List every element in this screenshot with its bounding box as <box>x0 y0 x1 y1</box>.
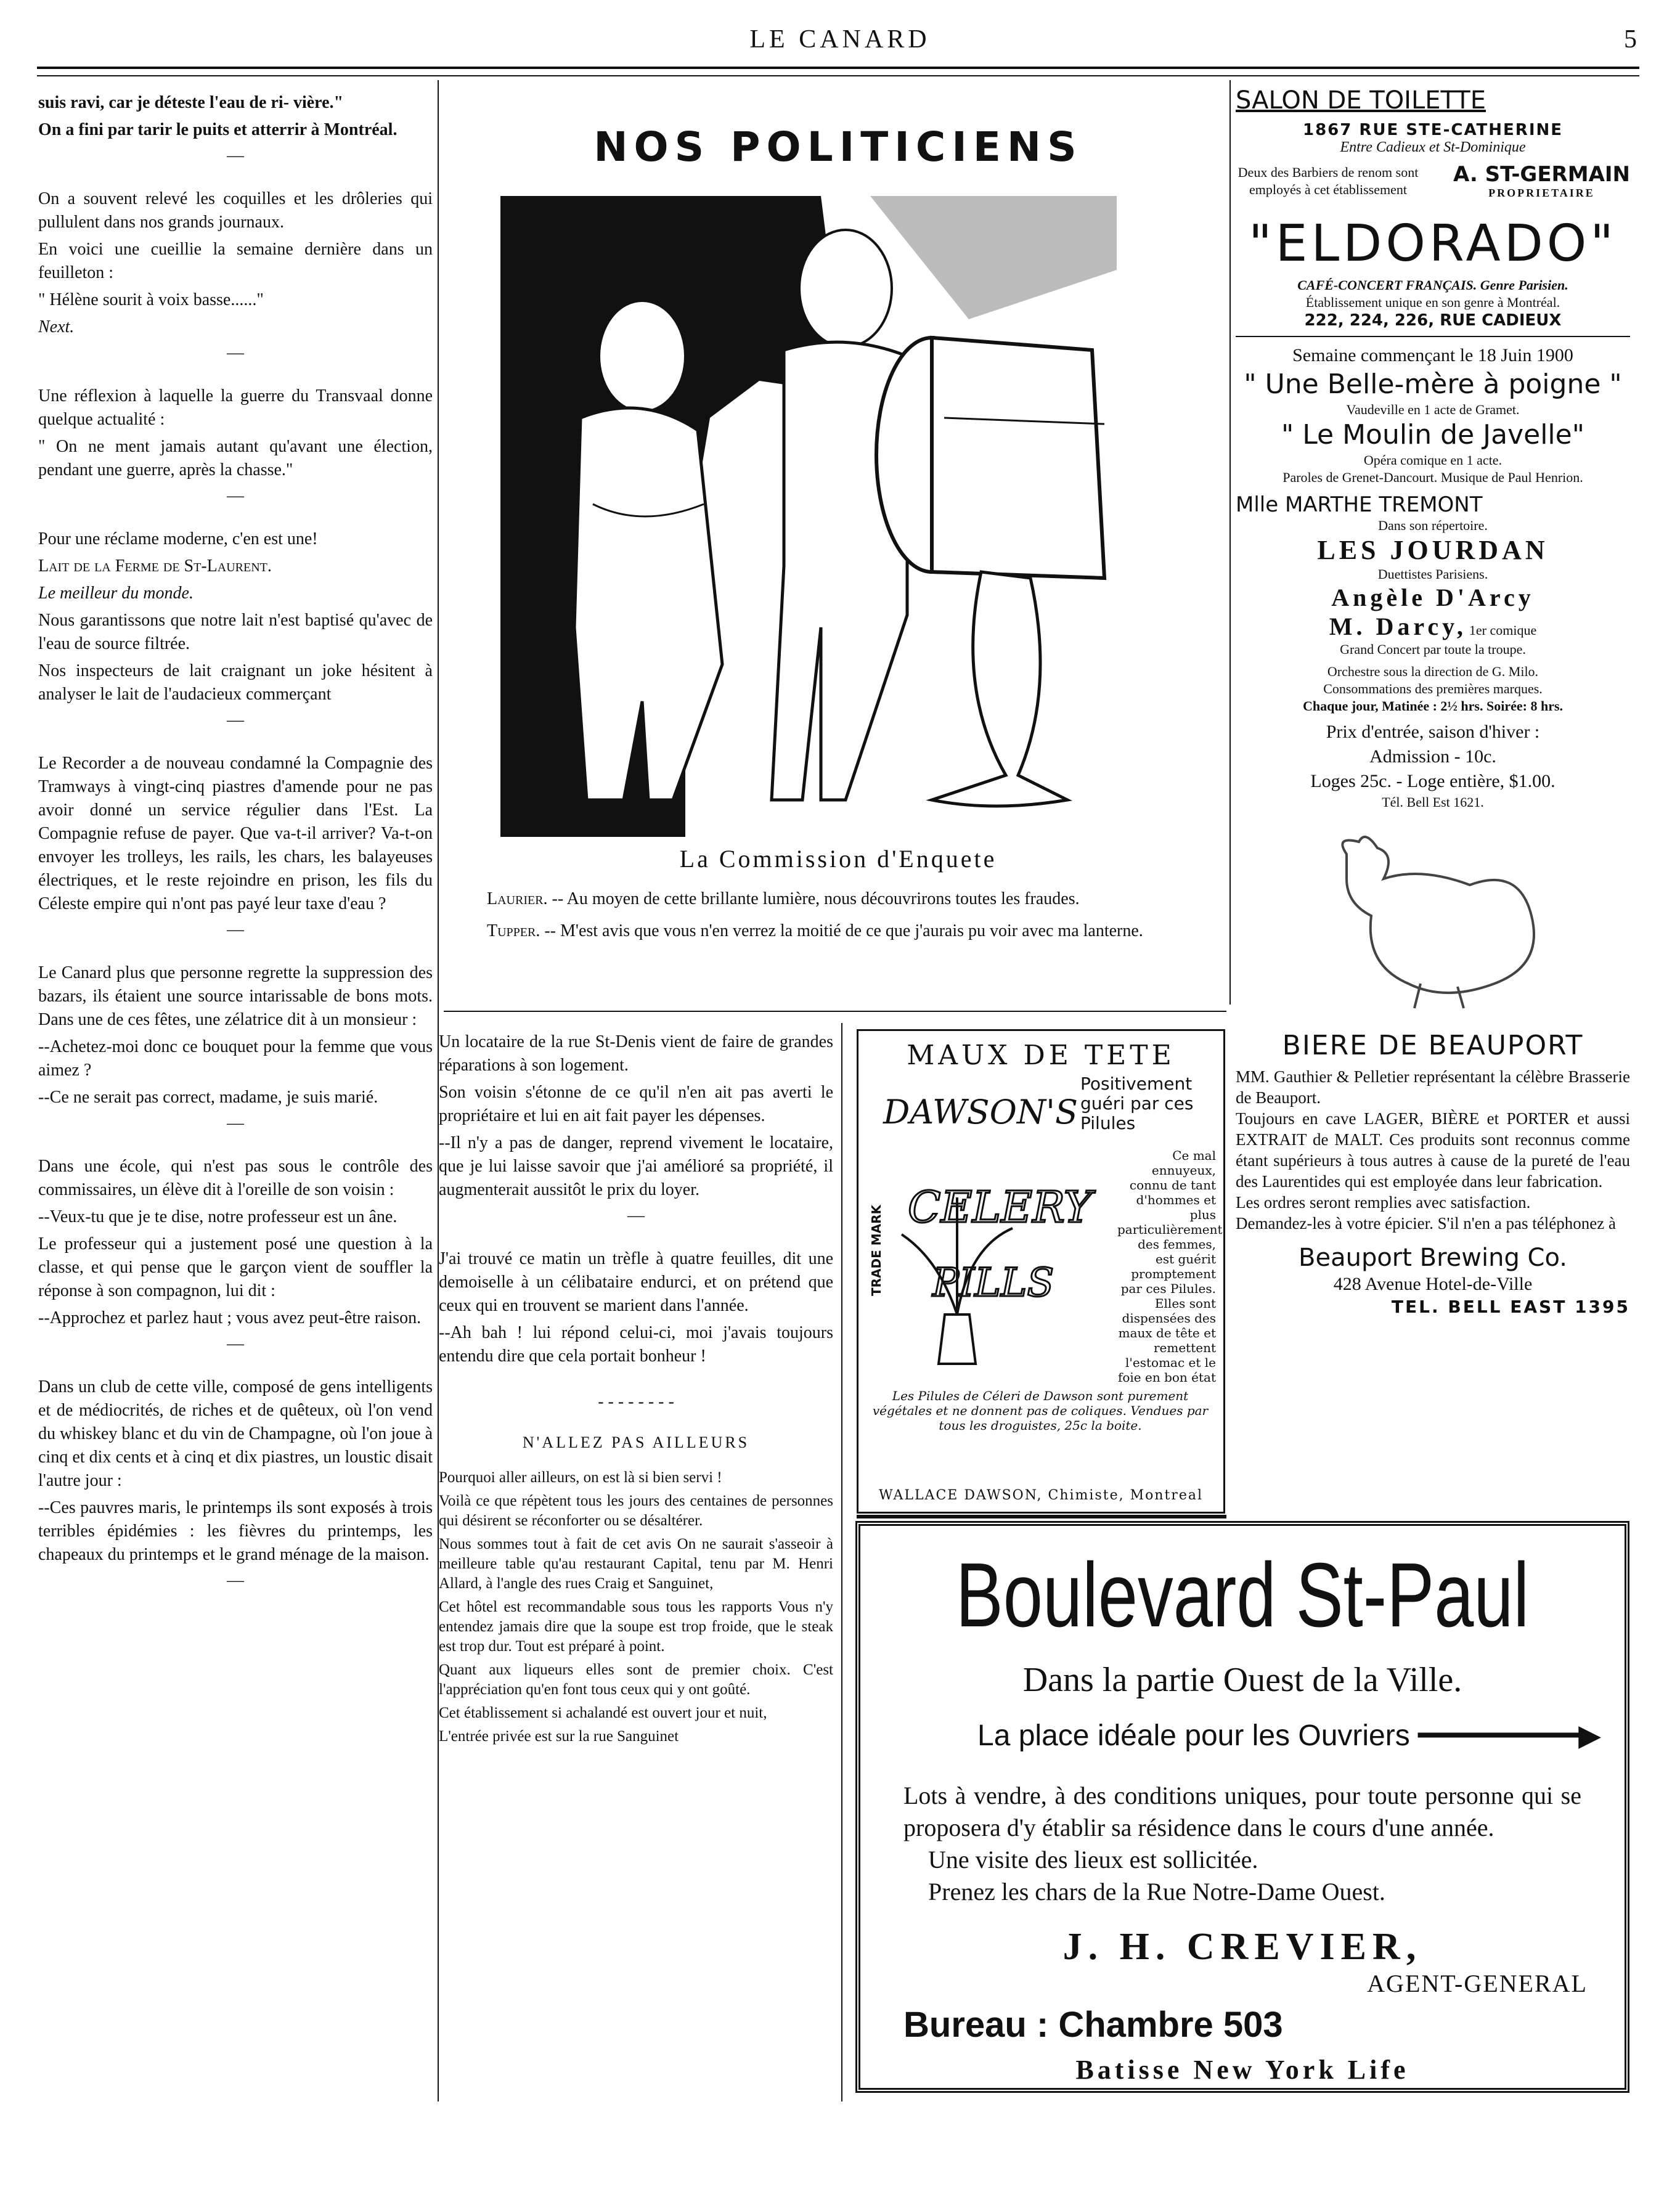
paragraph: --Ces pauvres maris, le printemps ils sont exposés à trois terribles épidémies : les fièvres du printemps, les chapeaux du printemps et le grand ménage de la maison. <box>38 1498 433 1564</box>
column-divider <box>1229 80 1231 1005</box>
dialog-text: -- M'est avis que vous n'en verrez la moitié de ce que j'aurais pu voir avec ma lanterne. <box>544 921 1143 940</box>
cartoon-dialog <box>487 887 1214 952</box>
paragraph: Nos inspecteurs de lait craignant un joke hésitent à analyser le lait de l'audacieux commerçant <box>38 661 433 704</box>
paragraph: Une réflexion à laquelle la guerre du Transvaal donne quelque actualité : <box>38 386 433 429</box>
artist-2: LES JOURDAN <box>1317 535 1549 565</box>
column-2 <box>439 1030 833 1750</box>
paragraph: Le Recorder a de nouveau condamné la Compagnie des Tramways à vingt-cinq piastres d'amende pour ne pas avoir donné un service régulier dans l'Est. La Compagnie refuse de payer. Que va-t-il arriver? Va-t-on envoyer les trolleys, les rails, les chars, les balayeuses électriques, et le reste rejoindre en prison, les fils du Céleste empire qui n'ont pas payé leur taxe d'eau ? <box>38 754 433 913</box>
biere-p4: Demandez-les à votre épicier. S'il n'en a pas téléphonez à <box>1236 1214 1616 1233</box>
speaker: Tupper. <box>487 921 540 940</box>
paragraph: Lait de la Ferme de St-Laurent. <box>38 556 272 576</box>
separator: - - - - - - - - <box>598 1392 674 1411</box>
right-column-ads <box>1236 86 1630 1317</box>
paragraph: Dans un club de cette ville, composé de gens intelligents et de médiocrités, de riches et de quêteux, où l'on vend du whiskey blanc et du vin de Champagne, où l'on joue à cinq et dix cents et à cinq et dix piastres, un loustic disait l'autre jour : <box>38 1377 433 1490</box>
telephone: Tél. Bell Est 1621. <box>1382 794 1484 810</box>
paragraph: Cet établissement si achalandé est ouvert jour et nuit, <box>439 1705 767 1721</box>
paragraph: Son voisin s'étonne de ce qu'il n'en ait pas averti le propriétaire et lui en ait fait payer les dépenses. <box>439 1083 833 1125</box>
paragraph: suis ravi, car je déteste l'eau de ri- vière." <box>38 93 344 112</box>
paragraph: Le Canard plus que personne regrette la suppression des bazars, ils étaient une source intarissable de bons mots. Dans une de ces fêtes, une zélatrice dit à un monsieur : <box>38 963 433 1029</box>
artist-3: Angèle D'Arcy <box>1331 584 1535 611</box>
paragraph: En voici une cueillie la semaine dernière dans un feuilleton : <box>38 240 433 282</box>
paragraph: Dans une école, qui n'est pas sous le contrôle des commissaires, un élève dit à l'oreille de son voisin : <box>38 1157 433 1199</box>
separator: — <box>227 343 244 362</box>
brand-dawsons: DAWSON'S <box>883 1093 1078 1131</box>
separator: — <box>227 486 244 505</box>
paragraph: Le meilleur du monde. <box>38 584 194 603</box>
ad-title: Boulevard St-Paul <box>955 1544 1530 1646</box>
arrow-icon: ━━━━━━━━━▶ <box>1409 1719 1602 1752</box>
artist-4-row <box>1236 612 1630 641</box>
eldorado-title: "ELDORADO" <box>1248 214 1618 273</box>
brewing-name: Beauport Brewing Co. <box>1299 1244 1567 1272</box>
ad-title: MAUX DE TETE <box>907 1040 1175 1071</box>
paragraph: --Ah bah ! lui répond celui-ci, moi j'avais toujours entendu dire que cela portait bonheur ! <box>439 1323 833 1366</box>
grand-concert: Grand Concert par toute la troupe. <box>1340 642 1526 657</box>
celery-pills-icon <box>865 1074 1111 1382</box>
trade-mark: TRADE MARK <box>869 1204 884 1296</box>
ad-text-2: Une visite des lieux est sollicitée. <box>928 1846 1258 1873</box>
paragraph: Nous garantissons que notre lait n'est baptisé qu'avec de l'eau de source filtrée. <box>38 611 433 653</box>
paragraph: Quant aux liqueurs elles sont de premier choix. C'est l'appréciation qu'en font tous ceux qui y ont goûté. <box>439 1661 833 1698</box>
paragraph: --Achetez-moi donc ce bouquet pour la femme que vous aimez ? <box>38 1037 433 1080</box>
paragraph: " Hélène sourit à voix basse......" <box>38 290 264 309</box>
brand-pills: PILLS <box>932 1260 1054 1306</box>
brand-celery: CELERY <box>908 1182 1093 1233</box>
salon-title: SALON DE TOILETTE <box>1236 86 1486 115</box>
paragraph: Pour une réclame moderne, c'en est une! <box>38 529 318 548</box>
dialog-line <box>487 887 1214 911</box>
ad-subtitle: Positivement guéri par ces Pilules <box>1080 1074 1194 1133</box>
salon-owner-title: PROPRIETAIRE <box>1488 187 1595 199</box>
salon-address: 1867 RUE STE-CATHERINE <box>1302 121 1564 139</box>
cartoon-caption: La Commission d'Enquete <box>679 845 997 873</box>
page-number: 5 <box>1624 25 1637 54</box>
ad-line-2: Dans la partie Ouest de la Ville. <box>1022 1661 1462 1699</box>
bureau: Bureau : Chambre 503 <box>903 2005 1283 2045</box>
show-2-sub: Opéra comique en 1 acte. <box>1363 452 1503 468</box>
paragraph: Cet hôtel est recommandable sous tous les rapports Vous n'y entendez jamais dire que la soupe est trop froide, que le steak est trop dur. Tout est préparé à point. <box>439 1599 833 1655</box>
column-1 <box>38 91 433 1612</box>
paragraph: --Ce ne serait pas correct, madame, je suis marié. <box>38 1088 378 1107</box>
paragraph: Voilà ce que répètent tous les jours des centaines de personnes qui désirent se réconforter ou se désaltérer. <box>439 1493 833 1529</box>
header-rule <box>37 67 1639 76</box>
brewing-address: 428 Avenue Hotel-de-Ville <box>1333 1274 1533 1294</box>
paragraph: Next. <box>38 317 75 336</box>
separator: — <box>627 1206 645 1225</box>
paragraph: On a fini par tarir le puits et atterrir à Montréal. <box>38 120 398 139</box>
column-divider <box>841 1023 842 2101</box>
paragraph: " On ne ment jamais autant qu'avant une élection, pendant une guerre, après la chasse." <box>38 437 433 479</box>
ad-line-3-text: La place idéale pour les Ouvriers <box>977 1719 1410 1752</box>
boulevard-st-paul-ad <box>855 1521 1629 2093</box>
salon-owner-block <box>1453 162 1630 200</box>
paragraph: Nous sommes tout à fait de cet avis On ne saurait s'asseoir à meilleure table qu'au restaurant Capital, tenu par M. Henri Allard, à l'angle des rues Craig et Sanguinet, <box>439 1536 833 1592</box>
admission: Admission - 10c. <box>1369 746 1496 767</box>
show-1: " Une Belle-mère à poigne " <box>1244 369 1622 400</box>
artist-1: Mlle MARTHE TREMONT <box>1236 492 1483 517</box>
paragraph: On a souvent relevé les coquilles et les drôleries qui pullulent dans nos grands journaux. <box>38 189 433 232</box>
batisse: Batisse New York Life <box>1075 2055 1409 2085</box>
agent-name: J. H. CREVIER, <box>1062 1926 1422 1968</box>
biere-p3: Les ordres seront remplies avec satisfaction. <box>1236 1193 1531 1212</box>
artist-2-sub: Duettistes Parisiens. <box>1377 566 1488 582</box>
biere-title: BIERE DE BEAUPORT <box>1282 1030 1584 1061</box>
ad-note: Les Pilules de Céleri de Dawson sont purement végétales et ne donnent pas de coliques. Vendues par tous les droguistes, 25c la boite. <box>872 1388 1209 1433</box>
cartoon-title: NOS POLITICIENS <box>593 123 1083 171</box>
salon-address-2: Entre Cadieux et St-Dominique <box>1340 139 1526 155</box>
salon-owner-row <box>1236 162 1630 200</box>
page-header <box>0 0 1680 74</box>
brewing-telephone: TEL. BELL EAST 1395 <box>1391 1297 1630 1317</box>
paragraph: J'ai trouvé ce matin un trèfle à quatre feuilles, dit une demoiselle à un célibataire endurci, et on prétend que ceux qui en trouvent se marient dans l'année. <box>439 1249 833 1315</box>
eldorado-note: Établissement unique en son genre à Montréal. <box>1305 295 1560 310</box>
ad-address: WALLACE DAWSON, Chimiste, Montreal <box>878 1488 1204 1503</box>
paragraph: --Veux-tu que je te dise, notre professeur est un âne. <box>38 1207 398 1226</box>
show-2: " Le Moulin de Javelle" <box>1281 419 1584 450</box>
orchestre: Orchestre sous la direction de G. Milo. <box>1327 664 1539 679</box>
speaker: Laurier. <box>487 889 548 908</box>
semaine: Semaine commençant le 18 Juin 1900 <box>1292 345 1573 365</box>
paragraph: Un locataire de la rue St-Denis vient de faire de grandes réparations à son logement. <box>439 1032 833 1075</box>
artist-1-sub: Dans son répertoire. <box>1378 518 1488 533</box>
paragraph: L'entrée privée est sur la rue Sanguinet <box>439 1728 679 1745</box>
rooster-icon <box>1310 829 1556 1014</box>
salon-note: Deux des Barbiers de renom sont employés à cet établissement <box>1238 164 1419 197</box>
agent-title: AGENT-GENERAL <box>1367 1970 1588 1997</box>
dialog-line <box>487 919 1214 943</box>
prix: Prix d'entrée, saison d'hiver : <box>1326 722 1540 742</box>
dialog-text: -- Au moyen de cette brillante lumière, nous découvrirons toutes les fraudes. <box>552 889 1080 908</box>
biere-p2: Toujours en cave LAGER, BIÈRE et PORTER et aussi EXTRAIT de MALT. Ces produits sont reconnus comme étant supérieurs à tous autres à cause de la pureté de l'eau des Laurentides qui est employée dans leur fabrication. <box>1236 1109 1630 1191</box>
cartoon-illustration <box>500 196 1117 837</box>
consommations: Consommations des premières marques. <box>1323 681 1543 696</box>
salon-owner: A. ST-GERMAIN <box>1453 162 1630 187</box>
separator: — <box>227 1114 244 1133</box>
separator: — <box>227 1571 244 1590</box>
maux-de-tete-ad <box>857 1029 1225 1514</box>
loges: Loges 25c. - Loge entière, $1.00. <box>1310 771 1556 791</box>
show-1-sub: Vaudeville en 1 acte de Gramet. <box>1346 402 1520 417</box>
section-rule <box>444 1011 1226 1012</box>
subheading: N'ALLEZ PAS AILLEURS <box>522 1433 750 1451</box>
restaurant-notice <box>439 1468 833 1747</box>
eldorado-sub: CAFÉ-CONCERT FRANÇAIS. Genre Parisien. <box>1297 277 1568 293</box>
paragraph: --Il n'y a pas de danger, reprend vivement le locataire, que je lui laisse savoir que j'ai amélioré sa propriété, il augmenterait aussitôt le prix du loyer. <box>439 1133 833 1199</box>
artist-4: M. Darcy, <box>1329 613 1467 640</box>
ad-body: Ce mal ennuyeux, connu de tant d'hommes et plus particulièrement des femmes, est guérit promptement par ces Pilules. Elles sont dispensées des maux de tête et remettent l'estomac et le foie en bon état <box>1117 1148 1223 1385</box>
separator: — <box>227 920 244 939</box>
biere-p1: MM. Gauthier & Pelletier représentant la célèbre Brasserie de Beauport. <box>1236 1067 1630 1107</box>
paragraph: --Approchez et parlez haut ; vous avez peut-être raison. <box>38 1308 422 1327</box>
chaque-jour: Chaque jour, Matinée : 2½ hrs. Soirée: 8 hrs. <box>1302 698 1564 714</box>
separator: — <box>227 711 244 730</box>
artist-4-sub: 1er comique <box>1469 622 1537 638</box>
ad-line-3 <box>860 1718 1625 1753</box>
ad-text-1: Lots à vendre, à des conditions uniques, pour toute personne qui se proposera d'y établir sa résidence dans le cours d'une année. <box>903 1782 1581 1841</box>
paragraph: Pourquoi aller ailleurs, on est là si bien servi ! <box>439 1469 722 1486</box>
masthead: LE CANARD <box>749 25 931 54</box>
divider <box>1236 336 1630 337</box>
paragraph: Le professeur qui a justement posé une question à la classe, et qui pense que le garçon vient de souffler la réponse à son compagnon, lui dit : <box>38 1234 433 1300</box>
separator: — <box>227 146 244 165</box>
separator: — <box>227 1334 244 1353</box>
ornament-rule <box>857 1515 1226 1518</box>
show-2-credit: Paroles de Grenet-Dancourt. Musique de Paul Henrion. <box>1282 470 1583 485</box>
ad-text-3: Prenez les chars de la Rue Notre-Dame Ouest. <box>928 1878 1385 1906</box>
eldorado-address: 222, 224, 226, RUE CADIEUX <box>1304 311 1562 330</box>
